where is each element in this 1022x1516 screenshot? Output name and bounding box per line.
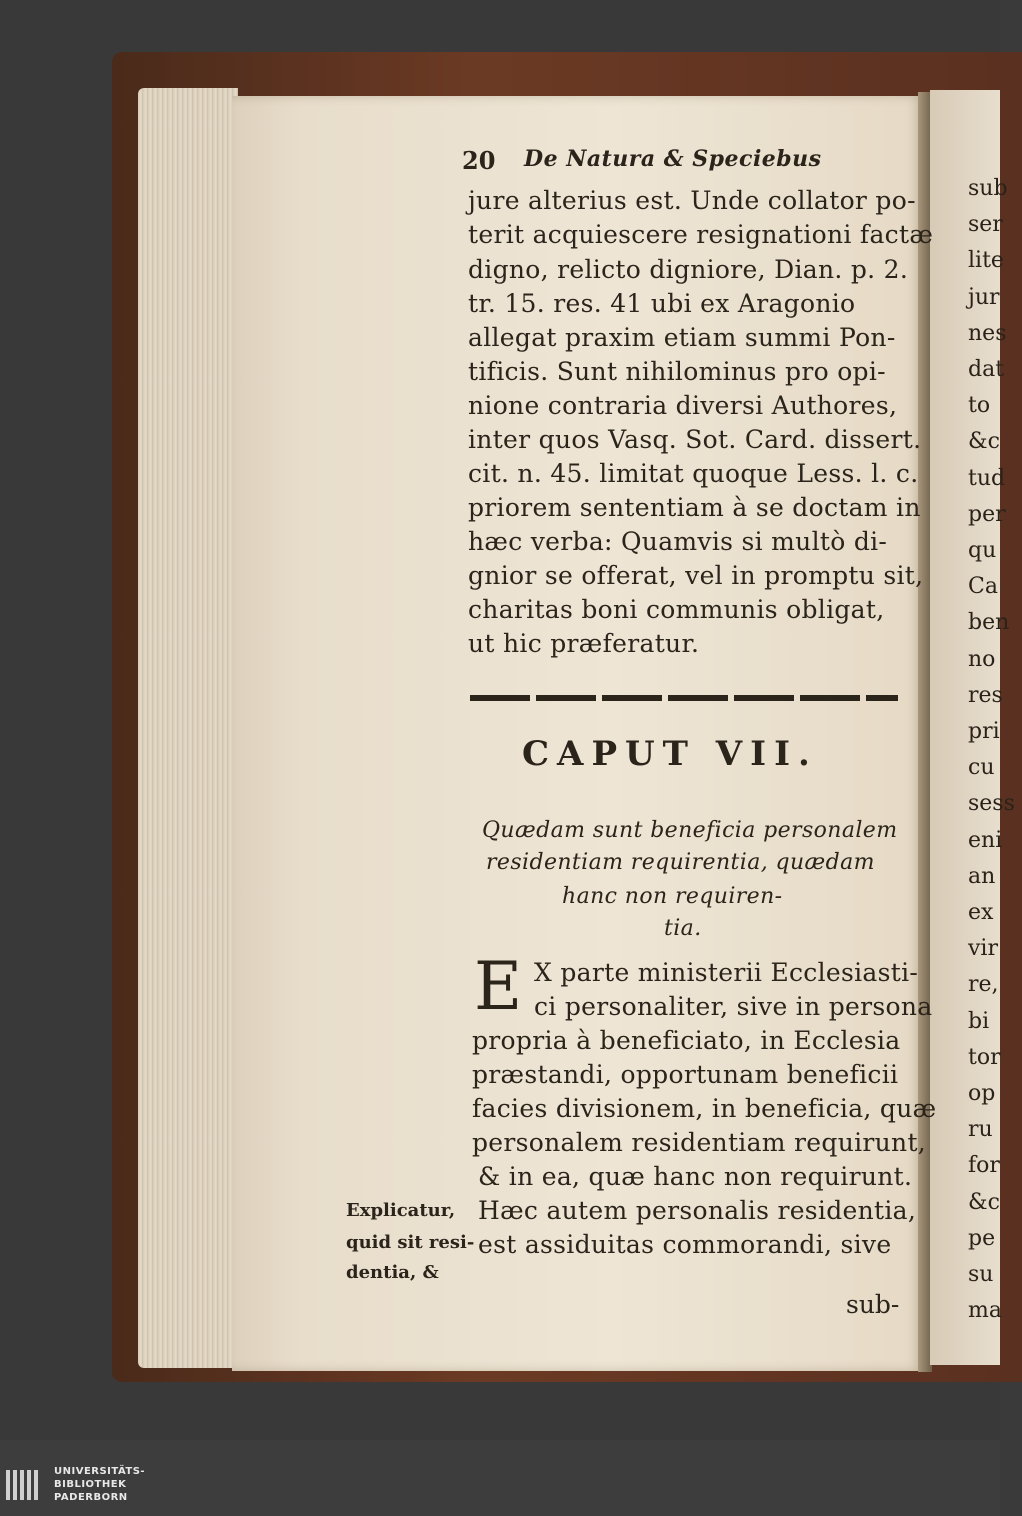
chapter-summary-line: residentiam requirentia, quædam (486, 850, 875, 875)
page-edges (138, 88, 238, 1368)
body-line: tr. 15. res. 41 ubi ex Aragonio (468, 289, 856, 318)
facing-page-fragment: cu (968, 755, 995, 780)
right-page-fragment (930, 90, 1015, 1365)
facing-page-fragment: tor (968, 1045, 1001, 1070)
facing-page-fragment: op (968, 1081, 996, 1106)
library-name-line: PADERBORN (54, 1492, 128, 1503)
facing-page-fragment: per (968, 502, 1006, 527)
body-line: præstandi, opportunam beneficii (472, 1060, 899, 1089)
running-title: De Natura & Speciebus (524, 146, 822, 172)
body-line: jure alterius est. Unde collator po- (468, 186, 916, 215)
facing-page-fragment: to (968, 393, 991, 418)
body-line: Hæc autem personalis residentia, (478, 1196, 917, 1225)
facing-page-fragment: vir (968, 936, 998, 961)
facing-page-fragment: an (968, 864, 996, 889)
facing-page-fragment: pri (968, 719, 1000, 744)
body-line: propria à beneficiato, in Ecclesia (472, 1026, 901, 1055)
drop-capital: E (474, 948, 523, 1025)
facing-page-fragment: pe (968, 1226, 996, 1251)
facing-page-fragment: jur (968, 285, 1000, 310)
body-line: facies divisionem, in beneficia, quæ (472, 1094, 937, 1123)
catchword: sub- (846, 1290, 900, 1319)
library-logo-icon (6, 1470, 46, 1500)
body-line: digno, relicto digniore, Dian. p. 2. (468, 255, 909, 284)
body-line: nione contraria diversi Authores, (468, 391, 898, 420)
margin-note-line: quid sit resi- (346, 1232, 475, 1253)
facing-page-fragment: ex (968, 900, 994, 925)
facing-page-fragment: su (968, 1262, 994, 1287)
chapter-summary-line: Quædam sunt beneficia personalem (482, 818, 898, 843)
margin-note-line: dentia, & (346, 1262, 439, 1283)
body-line: est assiduitas commorandi, sive (478, 1230, 892, 1259)
facing-page-fragment: nes (968, 321, 1007, 346)
library-name-line: UNIVERSITÄTS- (54, 1466, 146, 1477)
facing-page-fragment: tud (968, 466, 1006, 491)
body-line: gnior se offerat, vel in promptu sit, (468, 561, 924, 590)
facing-page-fragment: for (968, 1153, 1000, 1178)
body-line: cit. n. 45. limitat quoque Less. l. c. (468, 459, 919, 488)
body-line: & in ea, quæ hanc non requirunt. (478, 1162, 913, 1191)
facing-page-fragment: &c (968, 429, 1000, 454)
facing-page-fragment: re, (968, 972, 999, 997)
body-line: priorem sententiam à se doctam in (468, 493, 921, 522)
body-line: allegat praxim etiam summi Pon- (468, 323, 896, 352)
facing-page-fragment: sub (968, 176, 1008, 201)
body-line: ut hic præferatur. (468, 629, 700, 658)
facing-page-fragment: bi (968, 1009, 990, 1034)
margin-note-line: Explicatur, (346, 1200, 456, 1221)
facing-page-fragment: lite (968, 248, 1004, 273)
facing-page-fragment: no (968, 647, 996, 672)
body-line: terit acquiescere resignationi factæ (468, 220, 934, 249)
facing-page-fragment: qu (968, 538, 997, 563)
body-line: tificis. Sunt nihilominus pro opi- (468, 357, 886, 386)
facing-page-fragment: ser (968, 212, 1003, 237)
facing-page-fragment: &c (968, 1190, 1000, 1215)
chapter-heading: CAPUT VII. (522, 734, 818, 774)
chapter-summary-line: hanc non requiren- (562, 884, 783, 909)
body-line: inter quos Vasq. Sot. Card. dissert. (468, 425, 922, 454)
facing-page-fragment: Ca (968, 574, 998, 599)
facing-page-fragment: res (968, 683, 1003, 708)
body-line: charitas boni communis obligat, (468, 595, 885, 624)
facing-page-fragment: sess (968, 791, 1015, 816)
facing-page-fragment: eni (968, 828, 1003, 853)
body-line: hæc verba: Quamvis si multò di- (468, 527, 888, 556)
facing-page-fragment: ben (968, 610, 1010, 635)
folio-number: 20 (462, 146, 496, 175)
facing-page-fragment: ru (968, 1117, 993, 1142)
ornamental-rule (470, 695, 898, 701)
body-line: personalem residentiam requirunt, (472, 1128, 927, 1157)
library-name-line: BIBLIOTHEK (54, 1479, 127, 1490)
facing-page-fragment: ma (968, 1298, 1002, 1323)
body-line: ci personaliter, sive in persona (534, 992, 933, 1021)
chapter-summary-line: tia. (664, 916, 702, 941)
facing-page-fragment: dat (968, 357, 1005, 382)
body-line: X parte ministerii Ecclesiasti- (534, 958, 919, 987)
footer-bar (0, 1440, 1000, 1516)
